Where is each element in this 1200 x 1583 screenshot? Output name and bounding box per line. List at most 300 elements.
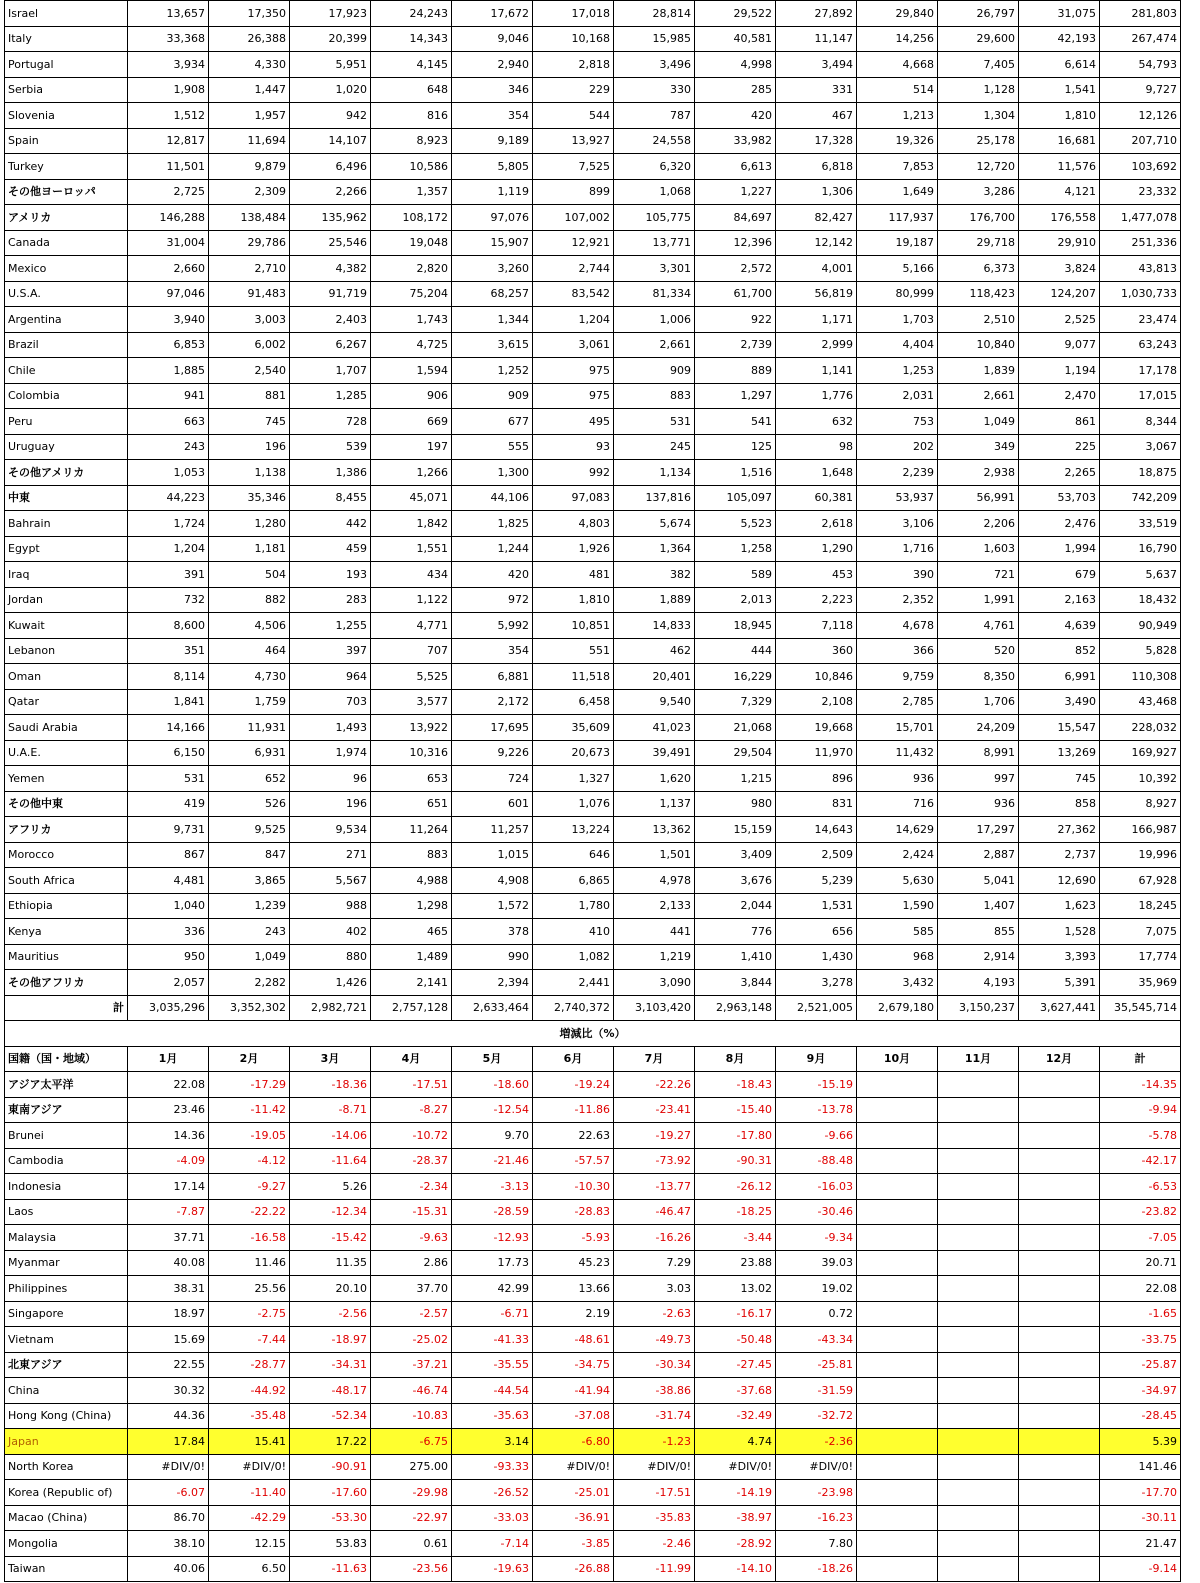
table-cell[interactable]: 4,382 — [290, 256, 371, 282]
table-cell[interactable]: 97,083 — [533, 485, 614, 511]
table-cell[interactable]: 1,239 — [209, 893, 290, 919]
row-label[interactable]: 東南アジア — [5, 1097, 128, 1123]
table-cell[interactable]: 17,328 — [776, 128, 857, 154]
table-cell[interactable]: 1,040 — [128, 893, 209, 919]
table-cell[interactable] — [938, 1301, 1019, 1327]
table-cell[interactable]: 9,525 — [209, 817, 290, 843]
table-cell[interactable] — [857, 1225, 938, 1251]
table-cell[interactable]: 61,700 — [695, 281, 776, 307]
table-cell[interactable] — [1019, 1250, 1100, 1276]
table-cell[interactable]: 1,594 — [371, 358, 452, 384]
column-header[interactable]: 国籍（国・地域） — [5, 1046, 128, 1072]
row-label[interactable]: Philippines — [5, 1276, 128, 1302]
table-cell[interactable]: -88.48 — [776, 1148, 857, 1174]
table-cell[interactable]: 13,771 — [614, 230, 695, 256]
table-cell[interactable]: 3,278 — [776, 970, 857, 996]
table-cell[interactable]: -41.33 — [452, 1327, 533, 1353]
table-cell[interactable]: -7.87 — [128, 1199, 209, 1225]
table-cell[interactable]: 54,793 — [1100, 52, 1181, 78]
table-cell[interactable]: -44.92 — [209, 1378, 290, 1404]
table-cell[interactable]: 378 — [452, 919, 533, 945]
table-cell[interactable]: 31,004 — [128, 230, 209, 256]
table-cell[interactable]: 15,547 — [1019, 715, 1100, 741]
table-cell[interactable]: -37.08 — [533, 1403, 614, 1429]
table-cell[interactable]: 3,352,302 — [209, 995, 290, 1021]
row-label[interactable]: Morocco — [5, 842, 128, 868]
table-cell[interactable]: 419 — [128, 791, 209, 817]
table-cell[interactable]: 19,326 — [857, 128, 938, 154]
table-cell[interactable]: 5,674 — [614, 511, 695, 537]
table-cell[interactable]: 4,771 — [371, 613, 452, 639]
table-cell[interactable]: 420 — [695, 103, 776, 129]
row-label[interactable]: Taiwan — [5, 1556, 128, 1582]
table-cell[interactable]: 1,171 — [776, 307, 857, 333]
table-cell[interactable]: #DIV/0! — [614, 1454, 695, 1480]
table-cell[interactable]: 5,630 — [857, 868, 938, 894]
row-label[interactable]: Italy — [5, 26, 128, 52]
table-cell[interactable]: 2,223 — [776, 587, 857, 613]
table-cell[interactable]: 5,805 — [452, 154, 533, 180]
table-cell[interactable]: 11,432 — [857, 740, 938, 766]
table-cell[interactable]: 4,761 — [938, 613, 1019, 639]
table-cell[interactable]: 166,987 — [1100, 817, 1181, 843]
table-cell[interactable]: -23.82 — [1100, 1199, 1181, 1225]
table-cell[interactable]: 29,786 — [209, 230, 290, 256]
table-cell[interactable] — [1019, 1174, 1100, 1200]
table-cell[interactable]: 6,002 — [209, 332, 290, 358]
table-cell[interactable]: 1,006 — [614, 307, 695, 333]
column-header[interactable]: 計 — [1100, 1046, 1181, 1072]
table-cell[interactable] — [857, 1123, 938, 1149]
row-label[interactable]: Uruguay — [5, 434, 128, 460]
table-cell[interactable]: 17.14 — [128, 1174, 209, 1200]
table-cell[interactable]: 11,257 — [452, 817, 533, 843]
table-cell[interactable]: 86.70 — [128, 1505, 209, 1531]
table-cell[interactable]: 3,432 — [857, 970, 938, 996]
table-cell[interactable]: 4,404 — [857, 332, 938, 358]
table-cell[interactable]: 541 — [695, 409, 776, 435]
table-cell[interactable]: 9,534 — [290, 817, 371, 843]
table-cell[interactable]: -16.58 — [209, 1225, 290, 1251]
table-cell[interactable]: 3.03 — [614, 1276, 695, 1302]
table-cell[interactable]: 6,496 — [290, 154, 371, 180]
table-cell[interactable]: 16,790 — [1100, 536, 1181, 562]
table-cell[interactable] — [938, 1250, 1019, 1276]
table-cell[interactable]: -10.30 — [533, 1174, 614, 1200]
table-cell[interactable]: 18,945 — [695, 613, 776, 639]
table-cell[interactable]: 11.35 — [290, 1250, 371, 1276]
table-cell[interactable]: 1,030,733 — [1100, 281, 1181, 307]
table-cell[interactable]: 283 — [290, 587, 371, 613]
table-cell[interactable]: 56,991 — [938, 485, 1019, 511]
table-cell[interactable]: 346 — [452, 77, 533, 103]
table-cell[interactable]: 539 — [290, 434, 371, 460]
table-cell[interactable] — [857, 1505, 938, 1531]
table-cell[interactable] — [1019, 1378, 1100, 1404]
table-cell[interactable]: -6.80 — [533, 1429, 614, 1455]
column-header[interactable]: 8月 — [695, 1046, 776, 1072]
table-cell[interactable]: 5,637 — [1100, 562, 1181, 588]
table-cell[interactable]: 2.19 — [533, 1301, 614, 1327]
table-cell[interactable]: 420 — [452, 562, 533, 588]
table-cell[interactable] — [857, 1097, 938, 1123]
table-cell[interactable]: 1,477,078 — [1100, 205, 1181, 231]
table-cell[interactable]: 13,224 — [533, 817, 614, 843]
table-cell[interactable]: 24,243 — [371, 1, 452, 27]
table-cell[interactable]: 444 — [695, 638, 776, 664]
table-cell[interactable]: 1,122 — [371, 587, 452, 613]
table-cell[interactable]: 44.36 — [128, 1403, 209, 1429]
column-header[interactable]: 3月 — [290, 1046, 371, 1072]
table-cell[interactable]: 6.50 — [209, 1556, 290, 1582]
table-cell[interactable] — [938, 1097, 1019, 1123]
table-cell[interactable] — [938, 1225, 1019, 1251]
table-cell[interactable]: 84,697 — [695, 205, 776, 231]
table-cell[interactable]: 1,991 — [938, 587, 1019, 613]
table-cell[interactable]: 17,015 — [1100, 383, 1181, 409]
table-cell[interactable]: 2,744 — [533, 256, 614, 282]
table-cell[interactable]: 25,546 — [290, 230, 371, 256]
table-cell[interactable] — [857, 1556, 938, 1582]
row-label[interactable]: Mongolia — [5, 1531, 128, 1557]
table-cell[interactable]: -33.75 — [1100, 1327, 1181, 1353]
table-cell[interactable]: 2,525 — [1019, 307, 1100, 333]
table-cell[interactable]: 1,430 — [776, 944, 857, 970]
table-cell[interactable]: 1,082 — [533, 944, 614, 970]
table-cell[interactable]: 514 — [857, 77, 938, 103]
table-cell[interactable]: -21.46 — [452, 1148, 533, 1174]
table-cell[interactable]: 2,510 — [938, 307, 1019, 333]
table-cell[interactable]: -48.17 — [290, 1378, 371, 1404]
table-cell[interactable] — [938, 1531, 1019, 1557]
column-header[interactable]: 5月 — [452, 1046, 533, 1072]
table-cell[interactable]: 453 — [776, 562, 857, 588]
table-cell[interactable]: 899 — [533, 179, 614, 205]
table-cell[interactable]: 60,381 — [776, 485, 857, 511]
table-cell[interactable]: 97,046 — [128, 281, 209, 307]
table-cell[interactable]: 18,432 — [1100, 587, 1181, 613]
table-cell[interactable]: 29,840 — [857, 1, 938, 27]
table-cell[interactable]: -17.51 — [614, 1480, 695, 1506]
table-cell[interactable]: 462 — [614, 638, 695, 664]
row-label[interactable]: Singapore — [5, 1301, 128, 1327]
table-cell[interactable]: 8,600 — [128, 613, 209, 639]
table-cell[interactable]: 1,258 — [695, 536, 776, 562]
row-label[interactable]: アメリカ — [5, 205, 128, 231]
table-cell[interactable]: -15.19 — [776, 1072, 857, 1098]
table-cell[interactable]: 787 — [614, 103, 695, 129]
table-cell[interactable]: 5,828 — [1100, 638, 1181, 664]
table-cell[interactable]: 1,049 — [209, 944, 290, 970]
table-cell[interactable]: 1,885 — [128, 358, 209, 384]
table-cell[interactable]: 1,620 — [614, 766, 695, 792]
table-cell[interactable]: 646 — [533, 842, 614, 868]
table-cell[interactable]: -41.94 — [533, 1378, 614, 1404]
table-cell[interactable]: -25.81 — [776, 1352, 857, 1378]
table-cell[interactable]: 8,923 — [371, 128, 452, 154]
table-cell[interactable]: 243 — [128, 434, 209, 460]
table-cell[interactable]: 9,879 — [209, 154, 290, 180]
row-label[interactable]: 北東アジア — [5, 1352, 128, 1378]
table-cell[interactable]: 16,681 — [1019, 128, 1100, 154]
row-label[interactable]: Kenya — [5, 919, 128, 945]
table-cell[interactable]: 1,842 — [371, 511, 452, 537]
table-cell[interactable]: 10,168 — [533, 26, 614, 52]
table-cell[interactable]: 14,343 — [371, 26, 452, 52]
table-cell[interactable]: 2,057 — [128, 970, 209, 996]
table-cell[interactable]: -18.43 — [695, 1072, 776, 1098]
table-cell[interactable] — [1019, 1199, 1100, 1225]
table-cell[interactable]: 1,297 — [695, 383, 776, 409]
table-cell[interactable]: 1,649 — [857, 179, 938, 205]
table-cell[interactable]: 997 — [938, 766, 1019, 792]
table-cell[interactable]: 17,350 — [209, 1, 290, 27]
table-cell[interactable]: 1,648 — [776, 460, 857, 486]
table-cell[interactable]: 975 — [533, 383, 614, 409]
table-cell[interactable]: 2,403 — [290, 307, 371, 333]
table-cell[interactable]: 33,519 — [1100, 511, 1181, 537]
table-cell[interactable]: 118,423 — [938, 281, 1019, 307]
table-cell[interactable]: -17.80 — [695, 1123, 776, 1149]
table-cell[interactable]: 8,114 — [128, 664, 209, 690]
table-cell[interactable]: -1.65 — [1100, 1301, 1181, 1327]
table-cell[interactable]: 19,187 — [857, 230, 938, 256]
table-cell[interactable]: 13,362 — [614, 817, 695, 843]
table-cell[interactable]: 117,937 — [857, 205, 938, 231]
table-cell[interactable]: 5,166 — [857, 256, 938, 282]
table-cell[interactable]: 11,931 — [209, 715, 290, 741]
table-cell[interactable]: 20.71 — [1100, 1250, 1181, 1276]
table-cell[interactable]: 1,957 — [209, 103, 290, 129]
table-cell[interactable]: 4.74 — [695, 1429, 776, 1455]
table-cell[interactable]: 366 — [857, 638, 938, 664]
table-cell[interactable]: 1,810 — [533, 587, 614, 613]
table-cell[interactable]: -35.55 — [452, 1352, 533, 1378]
table-cell[interactable]: 3,627,441 — [1019, 995, 1100, 1021]
table-cell[interactable] — [938, 1454, 1019, 1480]
table-cell[interactable]: 40.08 — [128, 1250, 209, 1276]
table-cell[interactable]: 1,141 — [776, 358, 857, 384]
row-label[interactable]: Qatar — [5, 689, 128, 715]
table-cell[interactable]: -12.54 — [452, 1097, 533, 1123]
table-cell[interactable]: 17.84 — [128, 1429, 209, 1455]
column-header[interactable]: 6月 — [533, 1046, 614, 1072]
table-cell[interactable]: 980 — [695, 791, 776, 817]
table-cell[interactable]: 229 — [533, 77, 614, 103]
table-cell[interactable]: 1,300 — [452, 460, 533, 486]
table-cell[interactable]: 2,044 — [695, 893, 776, 919]
table-cell[interactable]: -25.02 — [371, 1327, 452, 1353]
table-cell[interactable]: 90,949 — [1100, 613, 1181, 639]
table-cell[interactable]: -14.19 — [695, 1480, 776, 1506]
table-cell[interactable]: 17.73 — [452, 1250, 533, 1276]
table-cell[interactable] — [857, 1301, 938, 1327]
table-cell[interactable]: 3,577 — [371, 689, 452, 715]
table-cell[interactable]: -34.75 — [533, 1352, 614, 1378]
table-cell[interactable]: #DIV/0! — [695, 1454, 776, 1480]
table-cell[interactable]: 441 — [614, 919, 695, 945]
table-cell[interactable]: 23,332 — [1100, 179, 1181, 205]
table-cell[interactable]: -6.53 — [1100, 1174, 1181, 1200]
table-cell[interactable]: 882 — [209, 587, 290, 613]
table-cell[interactable]: 26,797 — [938, 1, 1019, 27]
table-cell[interactable]: 7,329 — [695, 689, 776, 715]
table-cell[interactable]: 68,257 — [452, 281, 533, 307]
table-cell[interactable]: -14.06 — [290, 1123, 371, 1149]
table-cell[interactable]: 656 — [776, 919, 857, 945]
table-cell[interactable]: -30.46 — [776, 1199, 857, 1225]
table-cell[interactable] — [1019, 1097, 1100, 1123]
table-cell[interactable]: 707 — [371, 638, 452, 664]
table-cell[interactable]: -2.36 — [776, 1429, 857, 1455]
row-label[interactable]: Iraq — [5, 562, 128, 588]
table-cell[interactable]: -16.03 — [776, 1174, 857, 1200]
table-cell[interactable]: 6,991 — [1019, 664, 1100, 690]
table-cell[interactable] — [857, 1250, 938, 1276]
table-cell[interactable]: -43.34 — [776, 1327, 857, 1353]
table-cell[interactable]: 745 — [209, 409, 290, 435]
table-cell[interactable]: 1,759 — [209, 689, 290, 715]
table-cell[interactable]: 35,346 — [209, 485, 290, 511]
table-cell[interactable]: 442 — [290, 511, 371, 537]
table-cell[interactable]: 22.08 — [128, 1072, 209, 1098]
table-cell[interactable]: 146,288 — [128, 205, 209, 231]
table-cell[interactable]: -73.92 — [614, 1148, 695, 1174]
table-cell[interactable]: 1,285 — [290, 383, 371, 409]
table-cell[interactable]: 1,244 — [452, 536, 533, 562]
table-cell[interactable]: 652 — [209, 766, 290, 792]
table-cell[interactable]: 14,643 — [776, 817, 857, 843]
table-cell[interactable]: 11,694 — [209, 128, 290, 154]
table-cell[interactable]: 464 — [209, 638, 290, 664]
table-cell[interactable]: 9,077 — [1019, 332, 1100, 358]
table-cell[interactable] — [938, 1403, 1019, 1429]
table-cell[interactable]: 19,668 — [776, 715, 857, 741]
table-cell[interactable]: -2.34 — [371, 1174, 452, 1200]
table-cell[interactable]: 15.41 — [209, 1429, 290, 1455]
table-cell[interactable]: 7,405 — [938, 52, 1019, 78]
table-cell[interactable]: -18.25 — [695, 1199, 776, 1225]
table-cell[interactable]: 12,396 — [695, 230, 776, 256]
table-cell[interactable]: -11.63 — [290, 1556, 371, 1582]
table-cell[interactable]: #DIV/0! — [128, 1454, 209, 1480]
table-cell[interactable]: 2,572 — [695, 256, 776, 282]
row-label[interactable]: China — [5, 1378, 128, 1404]
table-cell[interactable]: 75,204 — [371, 281, 452, 307]
table-cell[interactable]: 5,239 — [776, 868, 857, 894]
table-cell[interactable] — [1019, 1225, 1100, 1251]
table-cell[interactable] — [938, 1123, 1019, 1149]
table-cell[interactable]: 1,776 — [776, 383, 857, 409]
table-cell[interactable]: -3.85 — [533, 1531, 614, 1557]
table-cell[interactable]: -5.93 — [533, 1225, 614, 1251]
table-cell[interactable]: -6.71 — [452, 1301, 533, 1327]
table-cell[interactable]: 23.88 — [695, 1250, 776, 1276]
table-cell[interactable]: 31,075 — [1019, 1, 1100, 27]
table-cell[interactable]: 1,410 — [695, 944, 776, 970]
table-cell[interactable]: 28,814 — [614, 1, 695, 27]
table-cell[interactable]: 6,865 — [533, 868, 614, 894]
row-label[interactable]: Korea (Republic of) — [5, 1480, 128, 1506]
table-cell[interactable]: 2,163 — [1019, 587, 1100, 613]
table-cell[interactable]: 4,988 — [371, 868, 452, 894]
table-cell[interactable]: 9,046 — [452, 26, 533, 52]
table-cell[interactable]: 107,002 — [533, 205, 614, 231]
table-cell[interactable]: 2,394 — [452, 970, 533, 996]
table-cell[interactable]: 922 — [695, 307, 776, 333]
table-cell[interactable]: 6,613 — [695, 154, 776, 180]
table-cell[interactable]: 753 — [857, 409, 938, 435]
column-header[interactable]: 12月 — [1019, 1046, 1100, 1072]
table-cell[interactable]: -9.94 — [1100, 1097, 1181, 1123]
table-cell[interactable]: 17,695 — [452, 715, 533, 741]
table-cell[interactable] — [938, 1276, 1019, 1302]
table-cell[interactable]: -11.64 — [290, 1148, 371, 1174]
table-cell[interactable]: -18.60 — [452, 1072, 533, 1098]
table-cell[interactable]: 29,600 — [938, 26, 1019, 52]
table-cell[interactable] — [938, 1556, 1019, 1582]
table-cell[interactable]: 7,853 — [857, 154, 938, 180]
table-cell[interactable]: 6,881 — [452, 664, 533, 690]
table-cell[interactable]: 1,213 — [857, 103, 938, 129]
table-cell[interactable]: -90.31 — [695, 1148, 776, 1174]
table-cell[interactable]: 2,476 — [1019, 511, 1100, 537]
table-cell[interactable]: -38.86 — [614, 1378, 695, 1404]
table-cell[interactable]: 883 — [371, 842, 452, 868]
table-cell[interactable]: 2,239 — [857, 460, 938, 486]
row-label[interactable]: Saudi Arabia — [5, 715, 128, 741]
table-cell[interactable]: 1,489 — [371, 944, 452, 970]
row-label[interactable]: Kuwait — [5, 613, 128, 639]
table-cell[interactable]: 124,207 — [1019, 281, 1100, 307]
table-cell[interactable]: 96 — [290, 766, 371, 792]
table-cell[interactable]: 1,076 — [533, 791, 614, 817]
table-cell[interactable]: 2,661 — [938, 383, 1019, 409]
table-cell[interactable]: 225 — [1019, 434, 1100, 460]
table-cell[interactable]: 27,892 — [776, 1, 857, 27]
table-cell[interactable]: 21.47 — [1100, 1531, 1181, 1557]
table-cell[interactable]: -5.78 — [1100, 1123, 1181, 1149]
table-cell[interactable]: 15,907 — [452, 230, 533, 256]
table-cell[interactable]: 5,992 — [452, 613, 533, 639]
table-cell[interactable]: 941 — [128, 383, 209, 409]
table-cell[interactable]: 20,399 — [290, 26, 371, 52]
table-cell[interactable]: 2,108 — [776, 689, 857, 715]
row-label[interactable]: Slovenia — [5, 103, 128, 129]
table-cell[interactable]: 13,657 — [128, 1, 209, 27]
table-cell[interactable]: 5.39 — [1100, 1429, 1181, 1455]
table-cell[interactable]: 745 — [1019, 766, 1100, 792]
table-cell[interactable]: 53.83 — [290, 1531, 371, 1557]
table-cell[interactable]: 3,409 — [695, 842, 776, 868]
table-cell[interactable] — [857, 1327, 938, 1353]
table-cell[interactable]: 4,481 — [128, 868, 209, 894]
table-cell[interactable]: 13.66 — [533, 1276, 614, 1302]
table-cell[interactable]: 1,364 — [614, 536, 695, 562]
table-cell[interactable]: 397 — [290, 638, 371, 664]
table-cell[interactable]: 17,297 — [938, 817, 1019, 843]
table-cell[interactable]: 228,032 — [1100, 715, 1181, 741]
table-cell[interactable]: 9,189 — [452, 128, 533, 154]
table-cell[interactable]: 3.14 — [452, 1429, 533, 1455]
table-cell[interactable]: -22.26 — [614, 1072, 695, 1098]
table-cell[interactable]: 742,209 — [1100, 485, 1181, 511]
table-cell[interactable]: 26,388 — [209, 26, 290, 52]
table-cell[interactable]: 14,629 — [857, 817, 938, 843]
row-label[interactable]: Bahrain — [5, 511, 128, 537]
table-cell[interactable]: 1,290 — [776, 536, 857, 562]
table-cell[interactable]: -32.49 — [695, 1403, 776, 1429]
